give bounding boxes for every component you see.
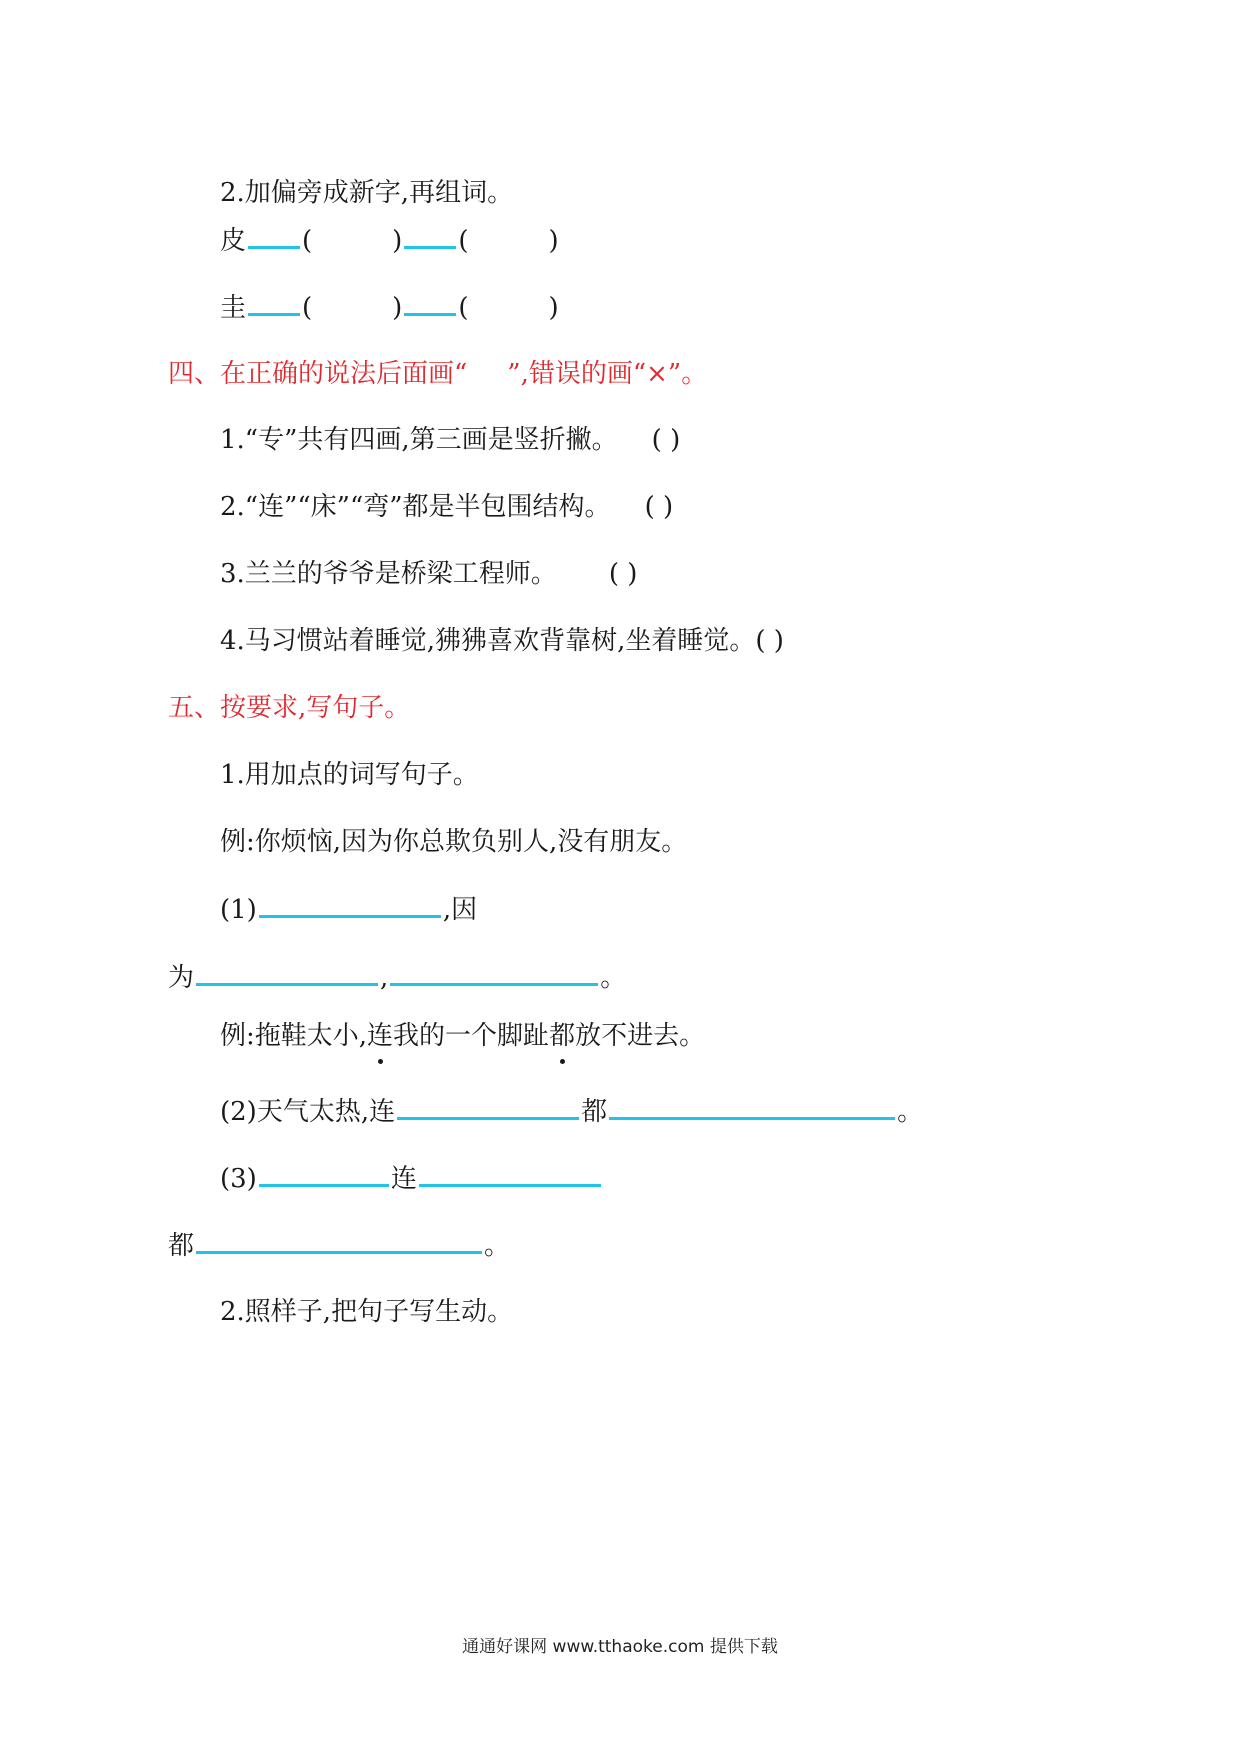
- answer-blank[interactable]: [196, 957, 378, 986]
- statement-text: 3.兰兰的爷爷是桥梁工程师。: [220, 559, 557, 589]
- answer-paren[interactable]: ( ): [644, 492, 674, 522]
- answer-blank[interactable]: [609, 1091, 895, 1120]
- paren-close: ): [548, 293, 559, 323]
- item-text: 都: [581, 1097, 608, 1127]
- q2-char: 圭: [220, 293, 247, 323]
- answer-blank[interactable]: [404, 220, 456, 249]
- answer-blank[interactable]: [248, 220, 300, 249]
- answer-blank[interactable]: [259, 889, 441, 918]
- punctuation: 。: [484, 1231, 511, 1261]
- item-3-line-2: [168, 1225, 510, 1265]
- statement-text: 4.马习惯站着睡觉,狒狒喜欢背靠树,坐着睡觉。: [220, 626, 756, 656]
- paren-close: ): [392, 226, 403, 256]
- q2-row-2: [220, 287, 559, 327]
- section5-title: 五、按要求,写句子。: [168, 693, 411, 723]
- item-1-line-2: [168, 957, 626, 997]
- section4-title: [168, 354, 707, 394]
- punctuation: ,: [380, 963, 389, 993]
- dotted-word: 都: [549, 1016, 575, 1056]
- section4-title-part-a: 四、在正确的说法后面画“: [168, 359, 468, 389]
- item-2: [220, 1091, 923, 1131]
- answer-blank[interactable]: [404, 287, 456, 316]
- answer-blank[interactable]: [196, 1225, 482, 1254]
- example-text: 我的一个脚趾: [393, 1021, 550, 1051]
- q2-char: 皮: [220, 226, 247, 256]
- punctuation: 。: [897, 1097, 924, 1127]
- answer-blank[interactable]: [419, 1158, 601, 1187]
- item-label: (3): [220, 1164, 257, 1194]
- section5-sub2: 2.照样子,把句子写生动。: [220, 1297, 514, 1327]
- section4-title-part-b: ”,错误的画“×”。: [507, 359, 708, 389]
- paren-close: ): [392, 293, 403, 323]
- item-label: (1): [220, 895, 257, 925]
- statement-text: 2.“连”“床”“弯”都是半包围结构。: [220, 492, 611, 522]
- item-1-line-1: [220, 889, 477, 929]
- dotted-word: 连: [367, 1016, 393, 1056]
- section4-item-2: [220, 487, 673, 527]
- section4-item-4: [220, 621, 784, 661]
- section5-sub1: 1.用加点的词写句子。: [220, 760, 479, 790]
- answer-paren[interactable]: ( ): [651, 425, 681, 455]
- section4-item-3: [220, 554, 637, 594]
- q2-title: 2.加偏旁成新字,再组词。: [220, 178, 514, 208]
- item-text: 为: [168, 963, 195, 993]
- q2-row-1: [220, 220, 559, 260]
- footer-source: 通通好课网 www.tthaoke.com 提供下载: [462, 1637, 778, 1657]
- answer-blank[interactable]: [390, 957, 598, 986]
- item-3-line-1: [220, 1158, 603, 1198]
- item-text: ,因: [442, 895, 478, 925]
- paren-close: ): [548, 226, 559, 256]
- paren-open: (: [458, 226, 469, 256]
- answer-blank[interactable]: [397, 1091, 579, 1120]
- paren-open: (: [302, 293, 313, 323]
- paren-open: (: [302, 226, 313, 256]
- example-text: 放不进去。: [575, 1021, 706, 1051]
- example-1: 例:你烦恼,因为你总欺负别人,没有朋友。: [220, 827, 688, 857]
- answer-blank[interactable]: [259, 1158, 389, 1187]
- statement-text: 1.“专”共有四画,第三画是竖折撇。: [220, 425, 618, 455]
- example-2: [220, 1016, 705, 1056]
- paren-open: (: [458, 293, 469, 323]
- answer-blank[interactable]: [248, 287, 300, 316]
- punctuation: 。: [600, 963, 627, 993]
- item-text: 连: [390, 1164, 417, 1194]
- section4-item-1: [220, 420, 680, 460]
- answer-paren[interactable]: ( ): [755, 626, 784, 656]
- item-text: (2)天气太热,连: [220, 1097, 396, 1127]
- item-text: 都: [168, 1231, 195, 1261]
- answer-paren[interactable]: ( ): [608, 559, 638, 589]
- example-text: 例:拖鞋太小,: [220, 1021, 368, 1051]
